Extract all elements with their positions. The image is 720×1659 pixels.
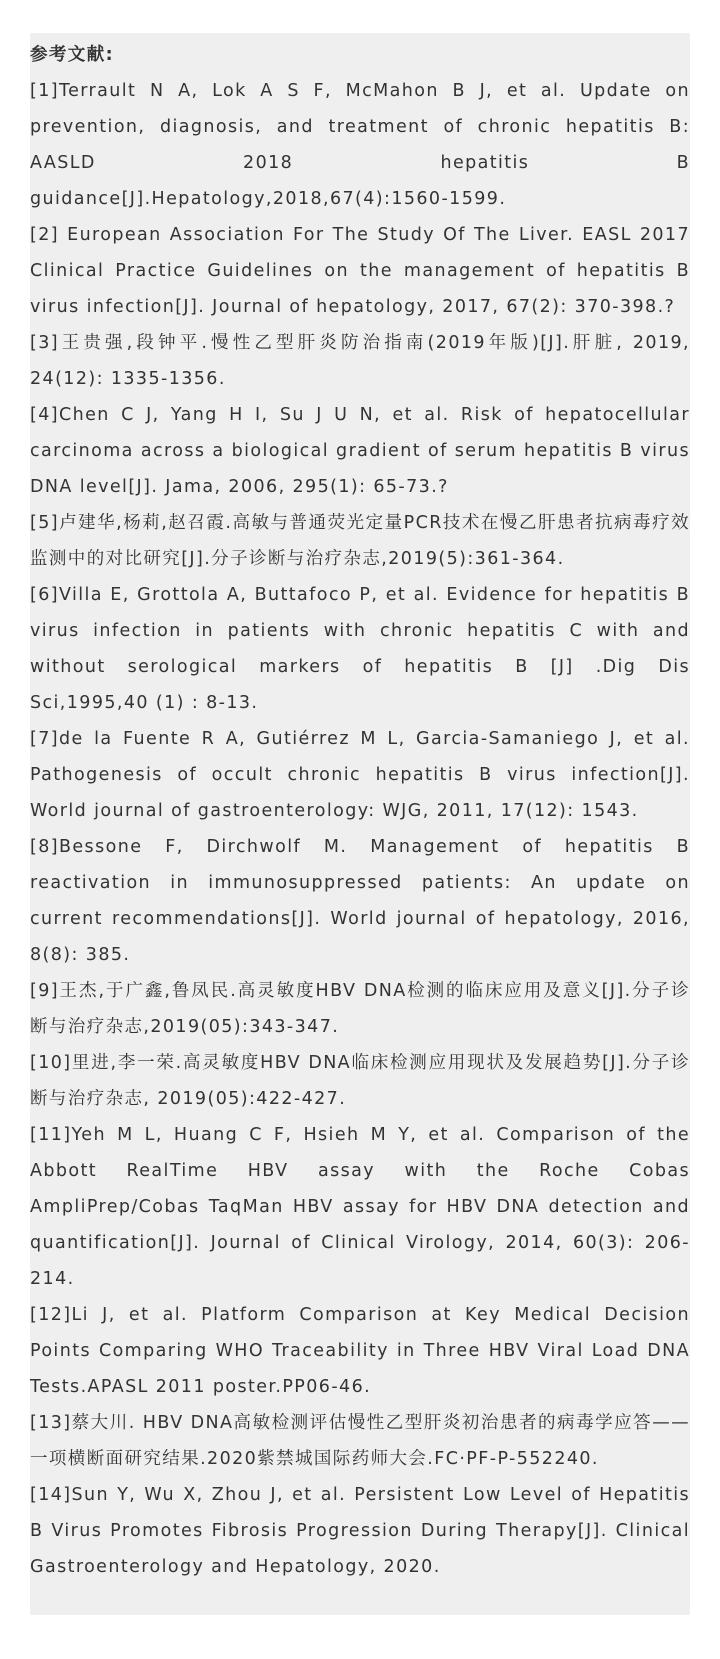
reference-item: [1]Terrault N A, Lok A S F, McMahon B J, et al. Update on prevention, diagnosis, and treatment of chronic hepatitis B: AASLD 2018 hepatitis B guidance[J].Hepatology,2018,67(4):1560-1599.: [30, 81, 690, 209]
references-heading: 参考文献:: [30, 45, 114, 65]
reference-item: [3]王贵强,段钟平.慢性乙型肝炎防治指南(2019年版)[J].肝脏, 2019, 24(12): 1335-1356.: [30, 333, 690, 389]
reference-item: [9]王杰,于广鑫,鲁凤民.高灵敏度HBV DNA检测的临床应用及意义[J].分子诊断与治疗杂志,2019(05):343-347.: [30, 981, 690, 1037]
reference-item: [14]Sun Y, Wu X, Zhou J, et al. Persistent Low Level of Hepatitis B Virus Promotes Fibrosis Progression During Therapy[J]. Clinical Gastroenterology and Hepatology, 2020.: [30, 1485, 690, 1577]
reference-item: [8]Bessone F, Dirchwolf M. Management of hepatitis B reactivation in immunosuppressed patients: An update on current recommendations[J]. World journal of hepatology, 2016, 8(8): 385.: [30, 837, 690, 965]
reference-item: [10]里进,李一荣.高灵敏度HBV DNA临床检测应用现状及发展趋势[J].分子诊断与治疗杂志, 2019(05):422-427.: [30, 1053, 690, 1109]
reference-item: [11]Yeh M L, Huang C F, Hsieh M Y, et al. Comparison of the Abbott RealTime HBV assay with the Roche Cobas AmpliPrep/Cobas TaqMan HBV assay for HBV DNA detection and quantification[J]. Journal of Clinical Virology, 2014, 60(3): 206-214.: [30, 1125, 690, 1289]
reference-item: [7]de la Fuente R A, Gutiérrez M L, Garcia-Samaniego J, et al. Pathogenesis of occult chronic hepatitis B virus infection[J]. World journal of gastroenterology: WJG, 2011, 17(12): 1543.: [30, 729, 690, 821]
reference-item: [4]Chen C J, Yang H I, Su J U N, et al. Risk of hepatocellular carcinoma across a biological gradient of serum hepatitis B virus DNA level[J]. Jama, 2006, 295(1): 65-73.?: [30, 405, 690, 497]
references-list: [30, 73, 690, 1585]
reference-item: [6]Villa E, Grottola A, Buttafoco P, et al. Evidence for hepatitis B virus infection in patients with chronic hepatitis C with and without serological markers of hepatitis B [J] .Dig Dis Sci,1995,40 (1) : 8-13.: [30, 585, 690, 713]
reference-item: [2] European Association For The Study Of The Liver. EASL 2017 Clinical Practice Guidelines on the management of hepatitis B virus infection[J]. Journal of hepatology, 2017, 67(2): 370-398.?: [30, 225, 690, 317]
reference-item: [13]蔡大川. HBV DNA高敏检测评估慢性乙型肝炎初治患者的病毒学应答——一项横断面研究结果.2020紫禁城国际药师大会.FC·PF-P-552240.: [30, 1413, 690, 1469]
reference-item: [5]卢建华,杨莉,赵召霞.高敏与普通荧光定量PCR技术在慢乙肝患者抗病毒疗效监测中的对比研究[J].分子诊断与治疗杂志,2019(5):361-364.: [30, 513, 690, 569]
references-panel: [30, 33, 690, 1615]
reference-item: [12]Li J, et al. Platform Comparison at Key Medical Decision Points Comparing WHO Traceability in Three HBV Viral Load DNA Tests.APASL 2011 poster.PP06-46.: [30, 1305, 690, 1397]
